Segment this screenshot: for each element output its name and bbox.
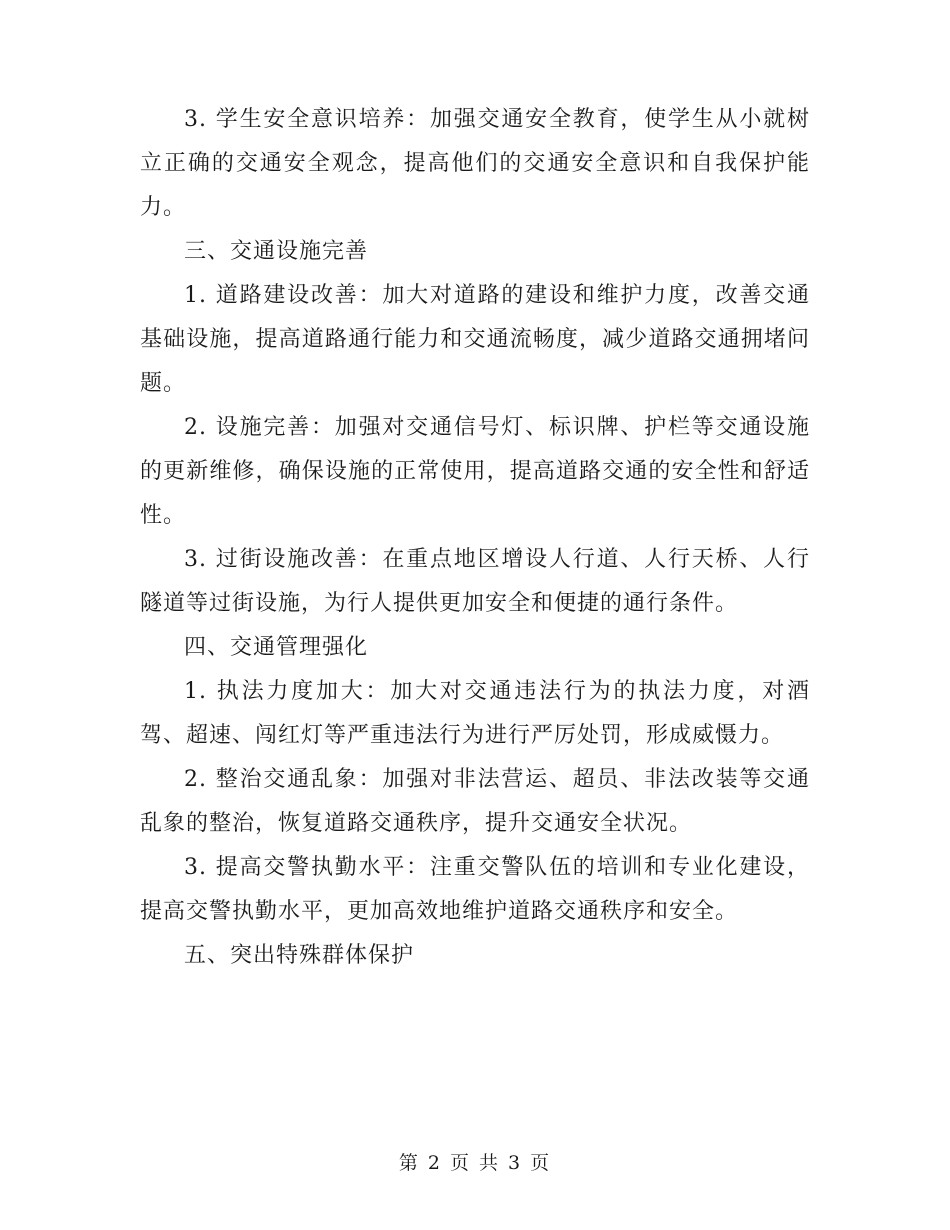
paragraph-road-construction: 1. 道路建设改善：加大对道路的建设和维护力度，改善交通基础设施，提高道路通行能力和交通流畅度，减少道路交通拥堵问题。	[140, 283, 810, 396]
paragraph-law-enforcement: 1. 执法力度加大：加大对交通违法行为的执法力度，对酒驾、超速、闯红灯等严重违法行为进行严厉处罚，形成威慑力。	[140, 679, 810, 748]
paragraph-crossing-facilities: 3. 过街设施改善：在重点地区增设人行道、人行天桥、人行隧道等过街设施，为行人提供更加安全和便捷的通行条件。	[140, 547, 810, 616]
section-heading-facilities: 三、交通设施完善	[184, 239, 369, 264]
section-heading-special-groups: 五、突出特殊群体保护	[184, 943, 415, 968]
document-body	[140, 98, 810, 978]
page-number-footer: 第 2 页 共 3 页	[398, 1152, 552, 1174]
paragraph-student-safety-awareness: 3. 学生安全意识培养：加强交通安全教育，使学生从小就树立正确的交通安全观念，提高他们的交通安全意识和自我保护能力。	[140, 107, 810, 220]
paragraph-facility-improvement: 2. 设施完善：加强对交通信号灯、标识牌、护栏等交通设施的更新维修，确保设施的正常使用，提高道路交通的安全性和舒适性。	[140, 415, 810, 528]
paragraph-traffic-disorder: 2. 整治交通乱象：加强对非法营运、超员、非法改装等交通乱象的整治，恢复道路交通秩序，提升交通安全状况。	[140, 767, 810, 836]
section-heading-management: 四、交通管理强化	[184, 635, 369, 660]
paragraph-police-duty: 3. 提高交警执勤水平：注重交警队伍的培训和专业化建设，提高交警执勤水平，更加高效地维护道路交通秩序和安全。	[140, 855, 810, 924]
